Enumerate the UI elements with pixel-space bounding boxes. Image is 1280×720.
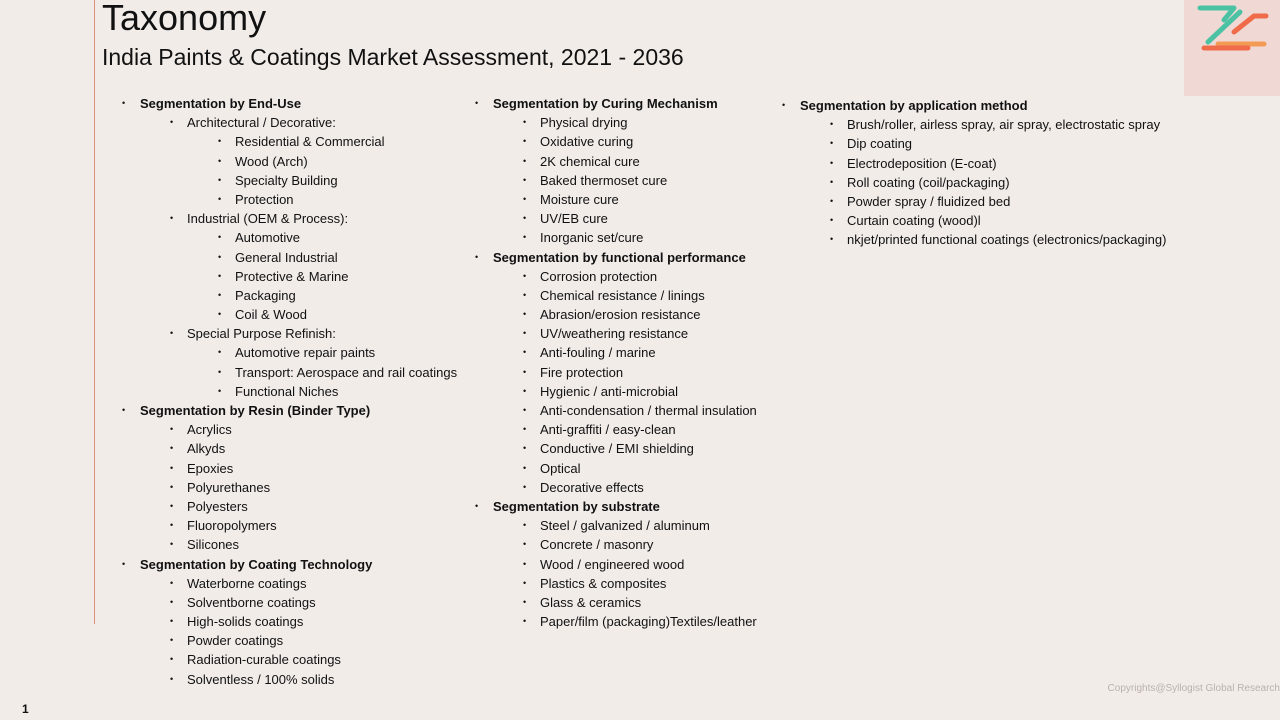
bullet-icon: • <box>170 673 174 684</box>
list-item-label: Silicones <box>187 537 240 553</box>
syllogist-logo-icon <box>1194 2 1272 54</box>
bullet-icon: • <box>523 616 527 627</box>
list-item-label: Automotive repair paints <box>235 345 376 361</box>
list-item-label: Solventborne coatings <box>187 594 316 610</box>
bullet-icon: • <box>830 234 834 245</box>
list-item-label: Polyesters <box>187 498 248 514</box>
bullet-icon: • <box>523 193 527 204</box>
page-number: 1 <box>22 702 29 716</box>
bullet-icon: • <box>523 424 527 435</box>
list-item-label: Epoxies <box>187 460 234 476</box>
list-item-label: Protection <box>235 191 294 207</box>
bullet-icon: • <box>170 596 174 607</box>
list-item-label: Decorative effects <box>540 479 644 495</box>
list-item-label: Solventless / 100% solids <box>187 671 335 687</box>
accent-divider-line <box>94 0 95 624</box>
bullet-icon: • <box>523 520 527 531</box>
list-item-label: Anti-condensation / thermal insulation <box>540 403 757 418</box>
list-item-label: Waterborne coatings <box>187 575 307 591</box>
list-item-label: Roll coating (coil/packaging) <box>847 174 1010 190</box>
list-item-label: Oxidative curing <box>540 134 634 150</box>
bullet-icon: • <box>218 232 222 243</box>
page-title: Taxonomy <box>102 0 267 38</box>
bullet-icon: • <box>830 138 834 149</box>
bullet-icon: • <box>523 405 527 415</box>
list-item-label: Fluoropolymers <box>187 518 277 534</box>
bullet-icon: • <box>170 328 174 339</box>
list-item-label: Automotive <box>235 230 301 246</box>
bullet-icon: • <box>170 635 174 646</box>
list-item-label: Physical drying <box>540 115 628 131</box>
list-item-label: Glass & ceramics <box>540 594 642 610</box>
bullet-icon: • <box>475 98 479 108</box>
bullet-icon: • <box>170 424 174 435</box>
bullet-icon: • <box>523 174 527 185</box>
bullet-icon: • <box>475 251 479 262</box>
bullet-icon: • <box>122 98 126 108</box>
bullet-icon: • <box>218 366 222 377</box>
bullet-icon: • <box>830 195 834 206</box>
list-item-label: Corrosion protection <box>540 268 658 284</box>
bullet-icon: • <box>170 481 174 492</box>
list-item-label: Architectural / Decorative: <box>187 115 336 131</box>
list-item-label: UV/EB cure <box>540 211 608 227</box>
list-item-label: Functional Niches <box>235 383 339 399</box>
list-item-label: Brush/roller, airless spray, air spray, electrostatic spray <box>847 117 1161 133</box>
list-item-label: Polyurethanes <box>187 479 271 495</box>
bullet-icon: • <box>523 155 527 166</box>
list-item-label: Anti-fouling / marine <box>540 345 656 361</box>
list-item-label: Industrial (OEM & Process): <box>187 211 349 227</box>
list-item-label: Inorganic set/cure <box>540 230 644 246</box>
bullet-icon: • <box>523 213 527 224</box>
bullet-icon: • <box>830 176 834 187</box>
bullet-icon: • <box>170 616 174 627</box>
bullet-icon: • <box>170 500 174 511</box>
bullet-icon: • <box>523 136 527 147</box>
list-item-label: Residential & Commercial <box>235 134 385 150</box>
bullet-icon: • <box>523 462 527 473</box>
list-item-label: Electrodeposition (E-coat) <box>847 155 997 171</box>
list-item-label: Anti-graffiti / easy-clean <box>540 422 676 438</box>
bullet-icon: • <box>218 385 222 396</box>
bullet-icon: • <box>523 385 527 396</box>
list-item-label: Segmentation by functional performance <box>493 249 746 265</box>
list-item-label: Fire protection <box>540 364 624 380</box>
list-item-label: Baked thermoset cure <box>540 172 668 188</box>
bullet-icon: • <box>170 654 174 665</box>
bullet-icon: • <box>170 443 174 454</box>
bullet-icon: • <box>218 174 222 185</box>
list-item-label: Wood / engineered wood <box>540 556 685 572</box>
list-item-label: Segmentation by Curing Mechanism <box>493 96 718 111</box>
list-item-label: Powder spray / fluidized bed <box>847 193 1011 209</box>
bullet-icon: • <box>523 577 527 588</box>
bullet-icon: • <box>218 347 222 358</box>
bullet-icon: • <box>523 443 527 454</box>
list-item-label: Alkyds <box>187 441 226 457</box>
bullet-icon: • <box>523 366 527 377</box>
bullet-icon: • <box>170 577 174 588</box>
bullet-icon: • <box>523 328 527 339</box>
list-item-label: 2K chemical cure <box>540 153 640 169</box>
list-item-label: Acrylics <box>187 422 232 438</box>
bullet-icon: • <box>170 213 174 224</box>
list-item-label: Wood (Arch) <box>235 153 308 169</box>
bullet-icon: • <box>523 347 527 358</box>
bullet-icon: • <box>218 289 222 300</box>
list-item-label: High-solids coatings <box>187 614 304 630</box>
bullet-icon: • <box>830 119 834 130</box>
bullet-icon: • <box>218 309 222 320</box>
bullet-icon: • <box>170 520 174 531</box>
bullet-icon: • <box>122 405 126 415</box>
list-item-label: Concrete / masonry <box>540 537 654 553</box>
bullet-icon: • <box>830 215 834 226</box>
bullet-icon: • <box>475 500 479 511</box>
list-item-label: Protective & Marine <box>235 268 349 284</box>
list-item-label: Segmentation by End-Use <box>140 96 302 111</box>
list-item-label: Special Purpose Refinish: <box>187 326 336 342</box>
bullet-icon: • <box>218 155 222 166</box>
bullet-icon: • <box>170 117 174 128</box>
bullet-icon: • <box>830 157 834 168</box>
list-item-label: Segmentation by substrate <box>493 498 660 514</box>
list-item-label: Radiation-curable coatings <box>187 652 341 668</box>
list-item-label: Plastics & composites <box>540 575 667 591</box>
bullet-icon: • <box>523 232 527 243</box>
list-item-label: Moisture cure <box>540 191 619 207</box>
list-item-label: Curtain coating (wood)l <box>847 213 981 229</box>
bullet-icon: • <box>523 117 527 128</box>
bullet-icon: • <box>523 289 527 300</box>
bullet-icon: • <box>122 558 126 569</box>
list-item-label: Segmentation by Coating Technology <box>140 556 373 572</box>
list-item-label: UV/weathering resistance <box>540 326 689 342</box>
bullet-icon: • <box>218 251 222 262</box>
bullet-icon: • <box>523 481 527 492</box>
bullet-icon: • <box>523 558 527 569</box>
bullet-icon: • <box>218 270 222 281</box>
list-item-label: Transport: Aerospace and rail coatings <box>235 364 458 380</box>
bullet-icon: • <box>523 539 527 550</box>
bullet-icon: • <box>782 100 786 110</box>
bullet-icon: • <box>523 270 527 281</box>
bullet-icon: • <box>170 462 174 473</box>
list-item-label: General Industrial <box>235 249 338 265</box>
logo <box>1184 0 1280 96</box>
page-subtitle: India Paints & Coatings Market Assessment, 2021 - 2036 <box>102 44 684 70</box>
bullet-icon: • <box>218 193 222 204</box>
list-item-label: Abrasion/erosion resistance <box>540 307 701 323</box>
list-item-label: Packaging <box>235 287 296 303</box>
bullet-icon: • <box>170 539 174 550</box>
list-item-label: Chemical resistance / linings <box>540 287 705 303</box>
list-item-label: Coil & Wood <box>235 307 308 323</box>
list-item-label: Segmentation by Resin (Binder Type) <box>140 403 371 418</box>
list-item-label: Optical <box>540 460 581 476</box>
list-item-label: Dip coating <box>847 136 913 152</box>
list-item-label: Paper/film (packaging)Textiles/leather <box>540 614 757 630</box>
bullet-icon: • <box>523 596 527 607</box>
list-item-label: Segmentation by application method <box>800 98 1028 113</box>
list-item-label: Conductive / EMI shielding <box>540 441 694 457</box>
list-item-label: Hygienic / anti-microbial <box>540 383 678 399</box>
list-item-label: Specialty Building <box>235 172 338 188</box>
list-item-label: nkjet/printed functional coatings (electronics/packaging) <box>847 232 1167 248</box>
bullet-icon: • <box>218 136 222 147</box>
copyright-text: Copyrights@Syllogist Global Research <box>1107 683 1280 694</box>
list-item-label: Powder coatings <box>187 633 284 649</box>
list-item-label: Steel / galvanized / aluminum <box>540 518 710 534</box>
bullet-icon: • <box>523 309 527 320</box>
